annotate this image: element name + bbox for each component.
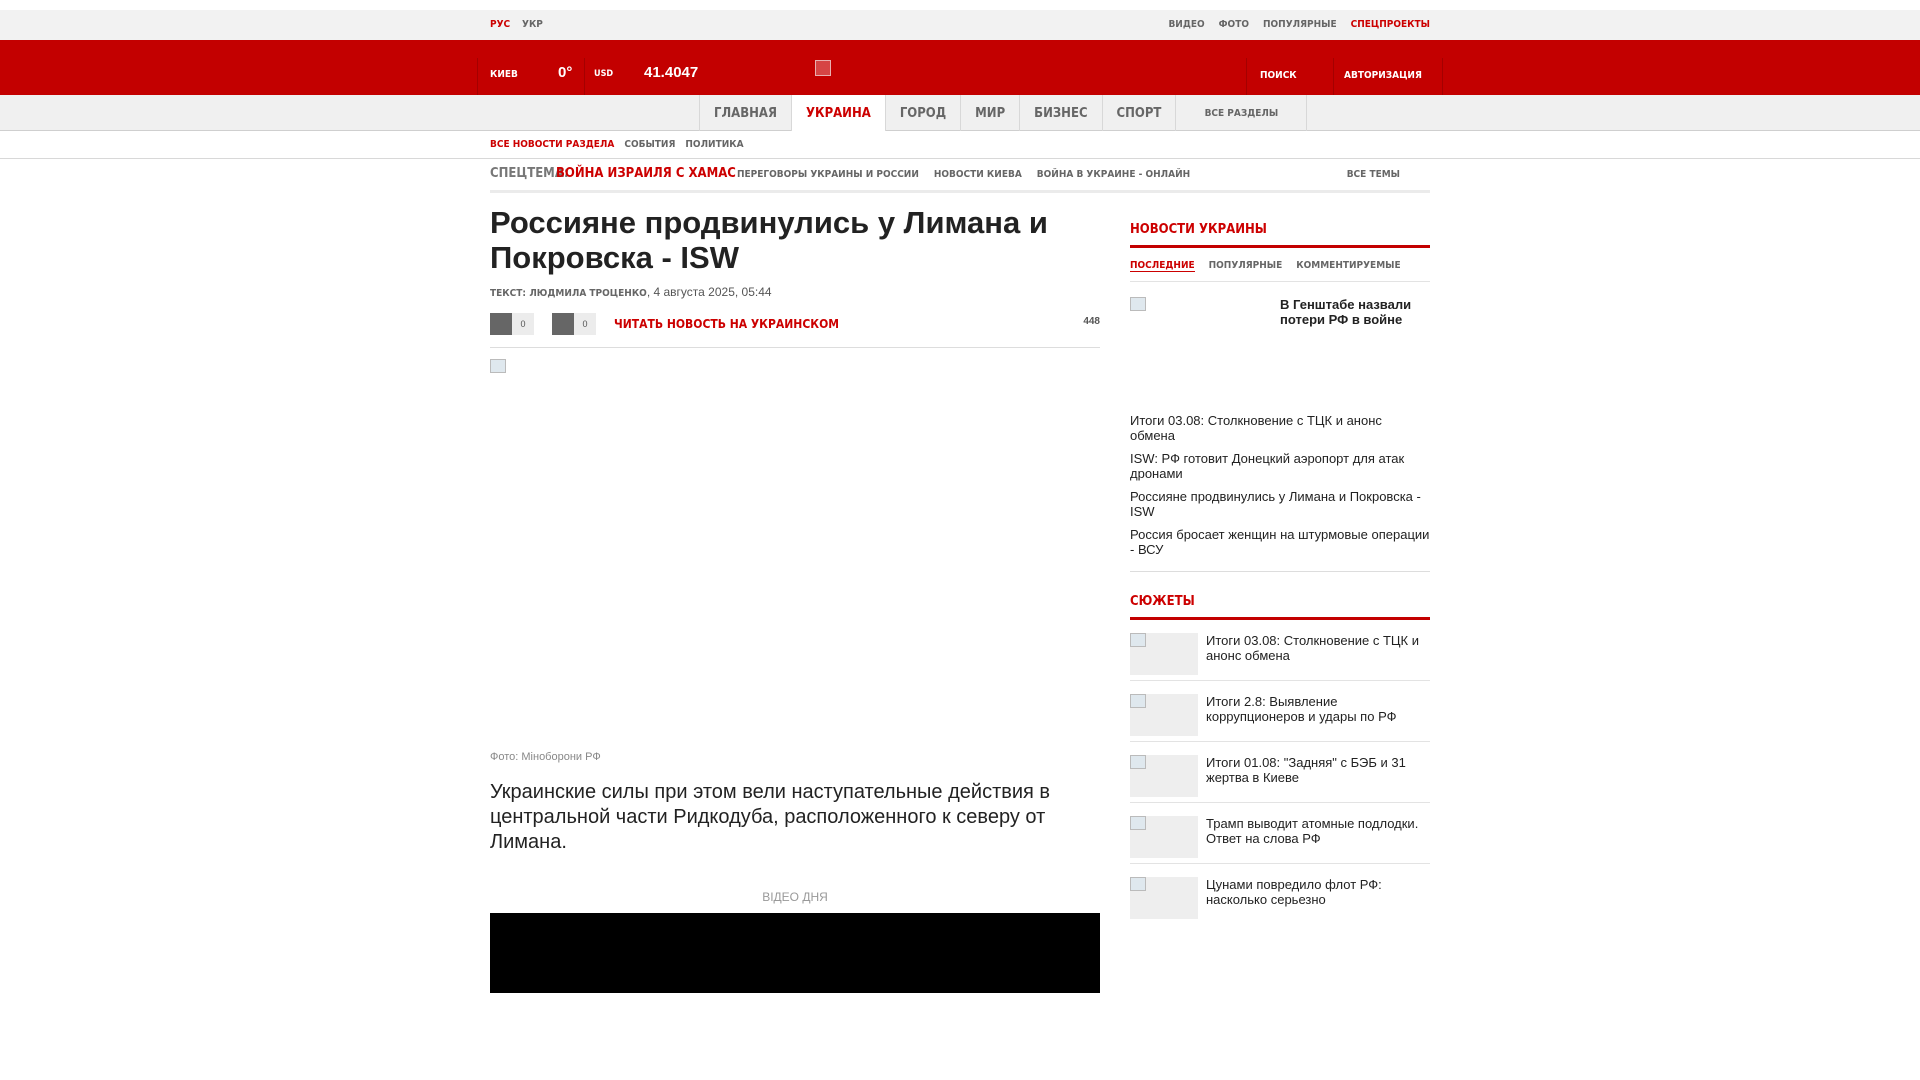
share-bar [490, 313, 1100, 348]
story-item[interactable] [1130, 681, 1430, 742]
news-item[interactable]: Россияне продвинулись у Лимана и Покровска - ISW [1130, 489, 1421, 519]
section-subnav [0, 131, 1920, 159]
news-item[interactable]: ISW: РФ готовит Донецкий аэропорт для атак дронами [1130, 451, 1405, 481]
photo-credit: Фото: Міноборони РФ [490, 751, 601, 763]
currency-code: USD [594, 69, 614, 79]
main-navigation [0, 95, 1920, 131]
read-in-ukrainian-link[interactable]: ЧИТАТЬ НОВОСТЬ НА УКРАИНСКОМ [614, 317, 840, 331]
featured-news[interactable] [1130, 297, 1430, 413]
author-prefix: ТЕКСТ: [490, 288, 526, 299]
sidebar-stories [1130, 594, 1430, 925]
story-title[interactable]: Итоги 2.8: Выявление коррупционеров и удары по РФ [1206, 694, 1397, 724]
story-item[interactable] [1130, 620, 1430, 681]
top-link-popular[interactable]: ПОПУЛЯРНЫЕ [1263, 19, 1337, 30]
nav-item-city[interactable]: ГОРОД [885, 95, 960, 131]
news-list [1130, 413, 1430, 557]
login-button[interactable]: АВТОРИЗАЦИЯ [1344, 70, 1422, 81]
theme-link-war-online[interactable]: ВОЙНА В УКРАИНЕ - ОНЛАЙН [1036, 169, 1191, 180]
article [490, 205, 1100, 348]
story-thumbnail[interactable] [1130, 694, 1198, 736]
subnav-politics[interactable]: ПОЛИТИКА [685, 139, 744, 150]
article-date: 4 августа 2025, 05:44 [653, 285, 772, 299]
top-link-video[interactable]: ВИДЕО [1168, 19, 1205, 30]
story-thumbnail[interactable] [1130, 877, 1198, 919]
story-title[interactable]: Трамп выводит атомные подлодки. Ответ на слова РФ [1206, 816, 1419, 846]
news-item[interactable]: Итоги 03.08: Столкновение с ТЦК и анонс обмена [1130, 413, 1382, 443]
telegram-share-icon[interactable] [552, 313, 574, 335]
article-meta: ТЕКСТ: ЛЮДМИЛА ТРОЦЕНКО, 4 августа 2025, 05:44 [490, 285, 772, 299]
header-divider [1442, 58, 1443, 95]
story-title[interactable]: Итоги 03.08: Столкновение с ТЦК и анонс обмена [1206, 633, 1419, 663]
featured-news-image[interactable] [1130, 297, 1146, 311]
story-item[interactable] [1130, 864, 1430, 925]
sidebar-tabs [1130, 260, 1430, 272]
top-utility-bar [0, 10, 1920, 40]
top-links [1168, 19, 1430, 30]
all-themes-link[interactable]: ВСЕ ТЕМЫ [1346, 169, 1400, 180]
image-placeholder-icon [1130, 694, 1146, 708]
nav-item-all-sections[interactable]: ВСЕ РАЗДЕЛЫ [1175, 95, 1307, 131]
story-item[interactable] [1130, 803, 1430, 864]
top-link-specprojects[interactable]: СПЕЦПРОЕКТЫ [1350, 19, 1430, 30]
weather-city: КИЕВ [490, 69, 518, 80]
nav-item-sport[interactable]: СПОРТ [1102, 95, 1176, 131]
story-thumbnail[interactable] [1130, 816, 1198, 858]
story-item[interactable] [1130, 742, 1430, 803]
facebook-share-icon[interactable] [490, 313, 512, 335]
sidebar-divider [1130, 571, 1430, 572]
tab-popular[interactable]: ПОПУЛЯРНЫЕ [1208, 260, 1283, 271]
article-lead: Украинские силы при этом вели наступательные действия в центральной части Ридкодуба, расположенного к северу от Лимана. [490, 781, 1051, 853]
sidebar-news-title[interactable]: НОВОСТИ УКРАИНЫ [1130, 222, 1430, 248]
article-title: Россияне продвинулись у Лимана и Покровска - ISW [490, 205, 1048, 275]
theme-link-kyiv-news[interactable]: НОВОСТИ КИЕВА [933, 169, 1022, 180]
featured-news-title[interactable]: В Генштабе назвали потери РФ в войне [1280, 297, 1412, 327]
header-divider [584, 58, 585, 95]
story-title[interactable]: Цунами повредило флот РФ: насколько серьезно [1206, 877, 1382, 907]
special-theme-link[interactable]: ВОЙНА ИЗРАИЛЯ С ХАМАС [556, 166, 736, 181]
theme-link-negotiations[interactable]: ПЕРЕГОВОРЫ УКРАИНЫ И РОССИИ [737, 169, 919, 180]
subnav-events[interactable]: СОБЫТИЯ [624, 139, 676, 150]
image-placeholder-icon [1130, 633, 1146, 647]
story-title[interactable]: Итоги 01.08: "Задняя" с БЭБ и 31 жертва в Киеве [1206, 755, 1406, 785]
news-item[interactable]: Россия бросает женщин на штурмовые операции - ВСУ [1130, 527, 1430, 557]
search-button[interactable]: ПОИСК [1260, 70, 1297, 81]
subnav-all-news[interactable]: ВСЕ НОВОСТИ РАЗДЕЛА [490, 139, 615, 150]
image-placeholder-icon [1130, 755, 1146, 769]
tab-latest[interactable]: ПОСЛЕДНИЕ [1130, 260, 1195, 271]
nav-item-home[interactable]: ГЛАВНАЯ [699, 95, 791, 131]
top-link-photo[interactable]: ФОТО [1218, 19, 1249, 30]
special-theme-label: СПЕЦТЕМА: [490, 166, 569, 181]
tab-commented[interactable]: КОММЕНТИРУЕМЫЕ [1296, 260, 1401, 271]
lang-ru-link[interactable]: РУС [490, 19, 511, 30]
share-count: 0 [512, 313, 534, 335]
nav-item-business[interactable]: БИЗНЕС [1019, 95, 1101, 131]
sidebar-news [1130, 222, 1430, 572]
image-placeholder-icon [1130, 816, 1146, 830]
article-main-image [490, 359, 506, 373]
author-link[interactable]: ЛЮДМИЛА ТРОЦЕНКО [529, 288, 647, 299]
site-header [0, 40, 1920, 95]
nav-item-world[interactable]: МИР [960, 95, 1019, 131]
story-thumbnail[interactable] [1130, 633, 1198, 675]
story-thumbnail[interactable] [1130, 755, 1198, 797]
currency-rate: 41.4047 [644, 64, 699, 81]
image-placeholder-icon [1130, 877, 1146, 891]
header-divider [477, 58, 478, 95]
share-count: 0 [574, 313, 596, 335]
lang-ua-link[interactable]: УКР [522, 19, 543, 30]
video-player[interactable] [490, 913, 1100, 993]
views-count: 448 [1083, 316, 1100, 327]
video-of-day-label: ВІДЕО ДНЯ [762, 890, 828, 904]
header-divider [1333, 58, 1334, 95]
site-logo[interactable] [815, 60, 831, 76]
header-divider [1246, 58, 1247, 95]
nav-item-ukraine[interactable]: УКРАИНА [791, 95, 885, 131]
special-themes-bar [490, 160, 1430, 193]
stories-title[interactable]: СЮЖЕТЫ [1130, 594, 1430, 620]
weather-temperature: 0° [558, 64, 573, 81]
tabs-divider [1130, 281, 1430, 282]
